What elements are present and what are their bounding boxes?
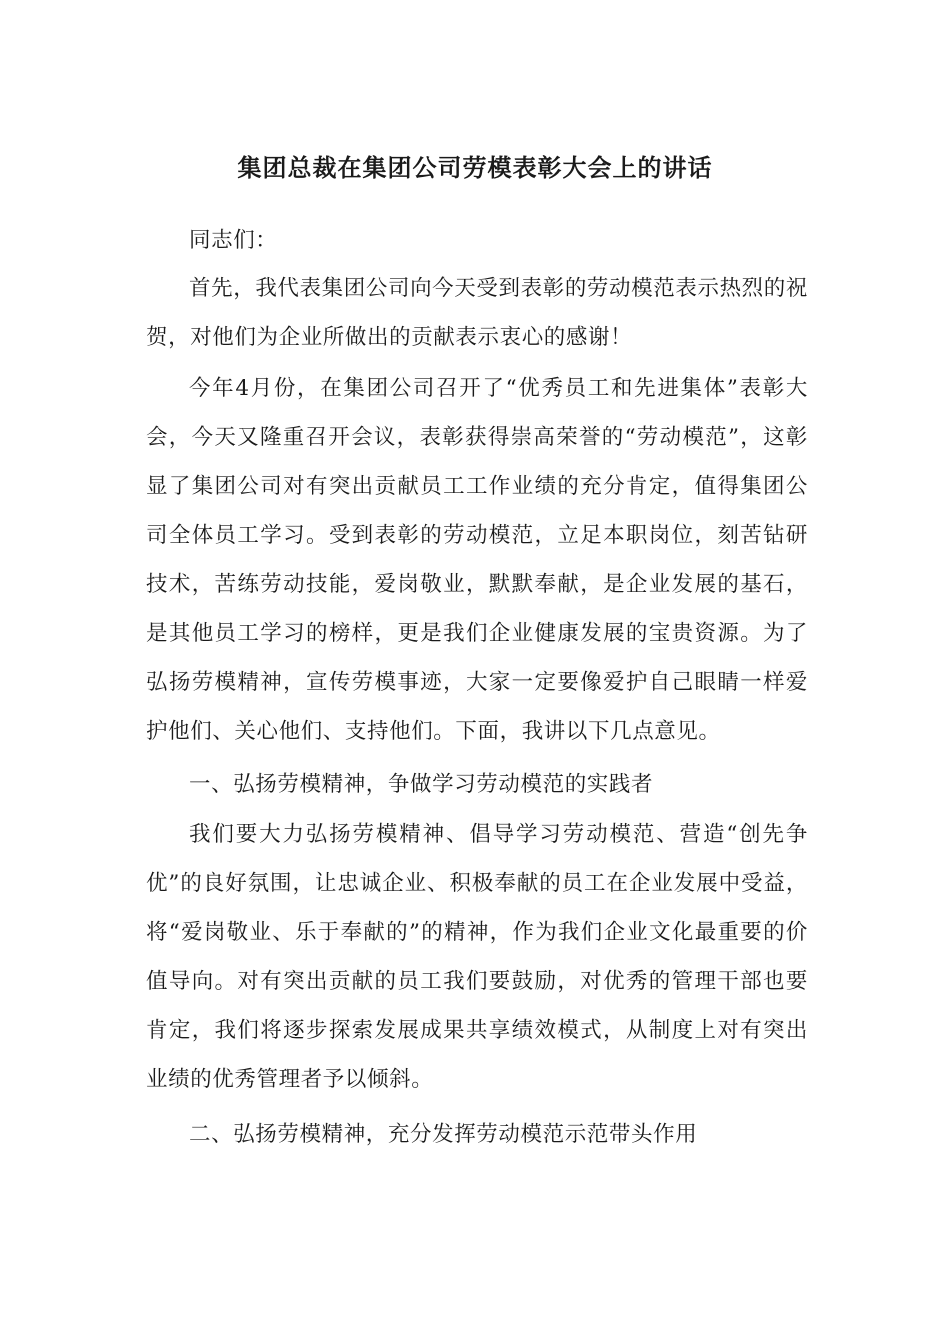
document-title: 集团总裁在集团公司劳模表彰大会上的讲话 <box>237 154 713 182</box>
section-heading-2: 二、弘扬劳模精神，充分发挥劳动模范示范带头作用 <box>189 1122 698 1147</box>
paragraph-3: 我们要大力弘扬劳模精神、倡导学习劳动模范、营造“创先争优”的良好氛围，让忠诚企业、积极奉献的员工在企业发展中受益，将“爱岗敬业、乐于奉献的”的精神，作为我们企业文化最重要的价值导向。对有突出贡献的员工我们要鼓励，对优秀的管理干部也要肯定，我们将逐步探索发展成果共享绩效模式，从制度上对有突出业绩的优秀管理者予以倾斜。 <box>146 822 808 1092</box>
greeting: 同志们： <box>189 228 278 253</box>
paragraph-1: 首先，我代表集团公司向今天受到表彰的劳动模范表示热烈的祝贺，对他们为企业所做出的贡献表示衷心的感谢！ <box>146 276 808 350</box>
section-heading-1: 一、弘扬劳模精神，争做学习劳动模范的实践者 <box>189 772 654 797</box>
paragraph-2: 今年4月份，在集团公司召开了“优秀员工和先进集体”表彰大会，今天又隆重召开会议，表彰获得崇高荣誉的“劳动模范”，这彰显了集团公司对有突出贡献员工工作业绩的充分肯定，值得集团公司全体员工学习。受到表彰的劳动模范，立足本职岗位，刻苦钻研技术，苦练劳动技能，爱岗敬业，默默奉献，是企业发展的基石，是其他员工学习的榜样，更是我们企业健康发展的宝贵资源。为了弘扬劳模精神，宣传劳模事迹，大家一定要像爱护自己眼睛一样爱护他们、关心他们、支持他们。下面，我讲以下几点意见。 <box>146 376 808 744</box>
